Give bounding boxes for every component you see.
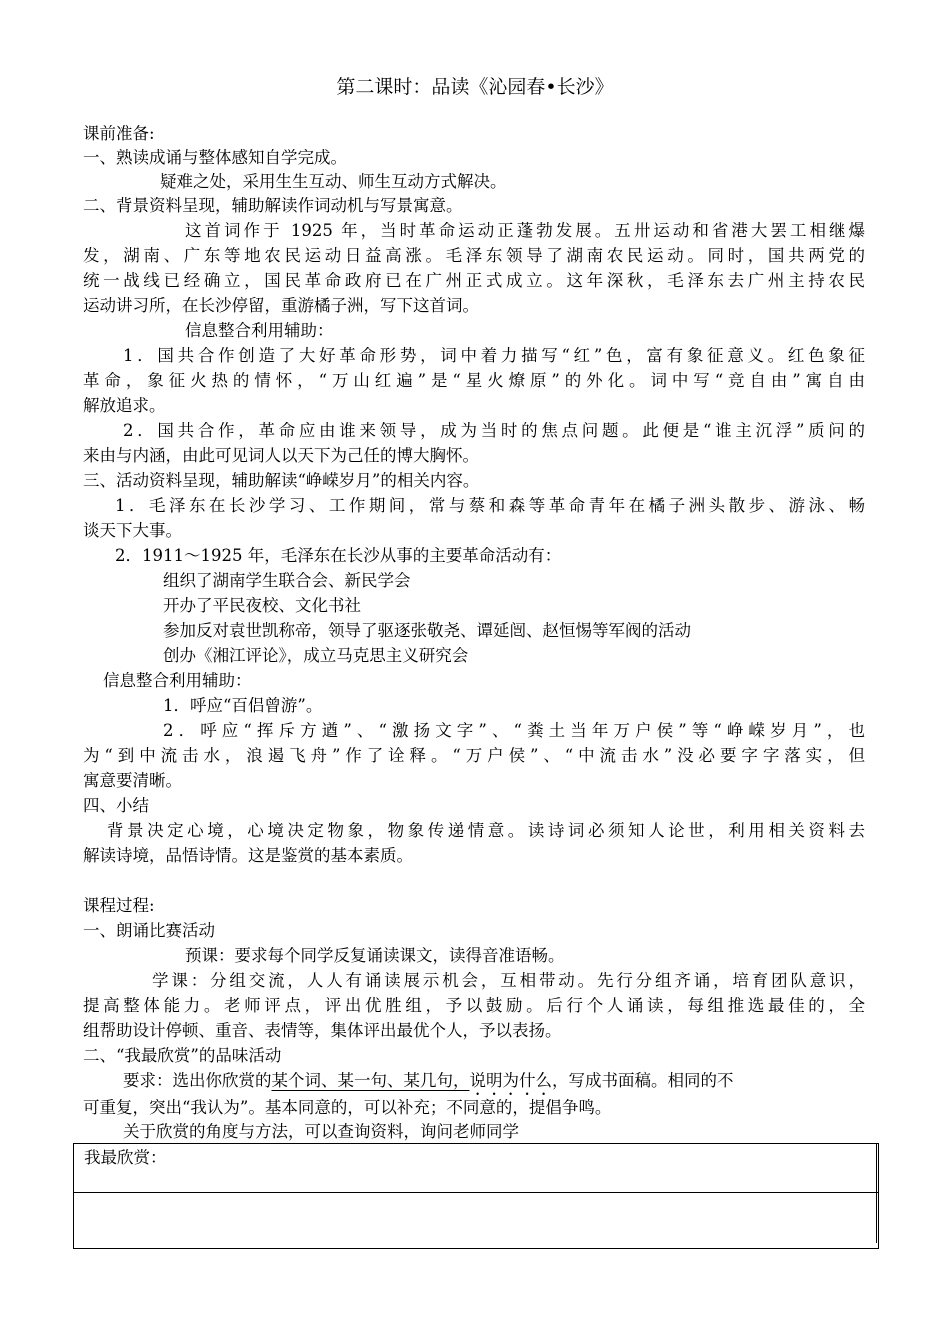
study-line: 学课：分组交流，人人有诵读展示机会，互相带动。先行分组齐诵，培育团队意识，: [152, 971, 865, 990]
activity-item-line: 谈天下大事。: [83, 521, 182, 540]
document-title: 第二课时：品读《沁园春•长沙》: [336, 76, 614, 98]
process-section-1: 一、朗诵比赛活动: [83, 921, 215, 940]
prep-section-3: 三、活动资料呈现，辅助解读“峥嵘岁月”的相关内容。: [83, 471, 480, 490]
aid-item-line: 2．呼应“挥斥方遒”、“激扬文字”、“粪土当年万户侯”等“峥嵘岁月”，也: [163, 721, 865, 740]
preview-text: 预课：要求每个同学反复诵读课文，读得音准语畅。: [185, 946, 565, 965]
process-heading: 课程过程:: [83, 896, 155, 915]
aid-item-line: 1．呼应“百侣曾游”。: [163, 696, 323, 715]
answer-input-cell[interactable]: [74, 1193, 879, 1249]
box-double-edge: [876, 1143, 877, 1243]
process-section-2: 二、“我最欣赏”的品味活动: [83, 1046, 282, 1065]
appreciation-answer-box: [73, 1143, 879, 1249]
requirement-underlined: 某个词、某一句、某几句，: [271, 1071, 470, 1090]
aid-item-line: 革命，象征火热的情怀，“万山红遍”是“星火燎原”的外化。词中写“竞自由”寓自由: [83, 371, 865, 390]
activity-list-item: 组织了湖南学生联合会、新民学会: [163, 571, 411, 590]
prep-heading: 课前准备:: [83, 124, 155, 143]
study-line: 提高整体能力。老师评点，评出优胜组，予以鼓励。后行个人诵读，每组推选最佳的，全: [83, 996, 865, 1015]
appreciation-note: 关于欣赏的角度与方法，可以查询资料，询问老师同学: [123, 1122, 519, 1141]
summary-line: 解读诗境，品悟诗情。这是鉴赏的基本素质。: [83, 846, 413, 865]
requirement-text: ，写成书面稿。相同的不: [552, 1071, 734, 1090]
answer-label-cell: [74, 1144, 879, 1193]
background-line: 发，湖南、广东等地农民运动日益高涨。毛泽东领导了湖南农民运动。同时，国共两党的: [83, 246, 865, 265]
aid-item-line: 寓意要清晰。: [83, 771, 182, 790]
activity-list-item: 开办了平民夜校、文化书社: [163, 596, 361, 615]
summary-line: 背景决定心境，心境决定物象，物象传递情意。读诗词必须知人论世，利用相关资料去: [107, 821, 865, 840]
background-line: 运动讲习所，在长沙停留，重游橘子洲，写下这首词。: [83, 296, 479, 315]
aid-item-line: 2．国共合作，革命应由谁来领导，成为当时的焦点问题。此便是“谁主沉浮”质问的: [123, 421, 865, 440]
prep-section-4: 四、小结: [83, 796, 149, 815]
answer-label: 我最欣赏：: [84, 1148, 167, 1167]
aid-item-line: 来由与内涵，由此可见词人以天下为己任的博大胸怀。: [83, 446, 479, 465]
study-line: 组帮助设计停顿、重音、表情等，集体评出最优个人，予以表扬。: [83, 1021, 562, 1040]
activity-item-line: 1．毛泽东在长沙学习、工作期间，常与蔡和森等革命青年在橘子洲头散步、游泳、畅: [115, 496, 865, 515]
requirement-emphasis: 说明为什么: [469, 1071, 552, 1090]
background-line: 统一战线已经确立，国民革命政府已在广州正式成立。这年深秋，毛泽东去广州主持农民: [83, 271, 865, 290]
aid-item-line: 1．国共合作创造了大好革命形势，词中着力描写“红”色，富有象征意义。红色象征: [123, 346, 865, 365]
aid-item-line: 解放追求。: [83, 396, 166, 415]
background-line: 这首词作于 1925 年，当时革命运动正蓬勃发展。五卅运动和省港大罢工相继爆: [185, 221, 865, 240]
requirement-text: 要求：选出你欣赏的: [123, 1071, 272, 1090]
prep-section-1-note: 疑难之处，采用生生互动、师生互动方式解决。: [160, 172, 507, 191]
activity-list-item: 创办《湘江评论》，成立马克思主义研究会: [163, 646, 469, 665]
requirement-line-2: 可重复，突出“我认为”。基本同意的，可以补充；不同意的，提倡争鸣。: [83, 1098, 612, 1117]
activity-list-item: 参加反对袁世凯称帝，领导了驱逐张敬尧、谭延闿、赵恒惕等军阀的活动: [163, 621, 691, 640]
aid-item-line: 为“到中流击水，浪遏飞舟”作了诠释。“万户侯”、“中流击水”没必要字字落实，但: [83, 746, 865, 765]
info-aid-heading: 信息整合利用辅助：: [103, 671, 252, 690]
prep-section-2: 二、背景资料呈现，辅助解读作词动机与写景寓意。: [83, 196, 463, 215]
requirement-line: [123, 1069, 734, 1099]
activity-item-line: 2．1911～1925 年，毛泽东在长沙从事的主要革命活动有：: [115, 546, 562, 565]
info-aid-heading: 信息整合利用辅助：: [185, 321, 334, 340]
prep-section-1: 一、熟读成诵与整体感知自学完成。: [83, 148, 347, 167]
